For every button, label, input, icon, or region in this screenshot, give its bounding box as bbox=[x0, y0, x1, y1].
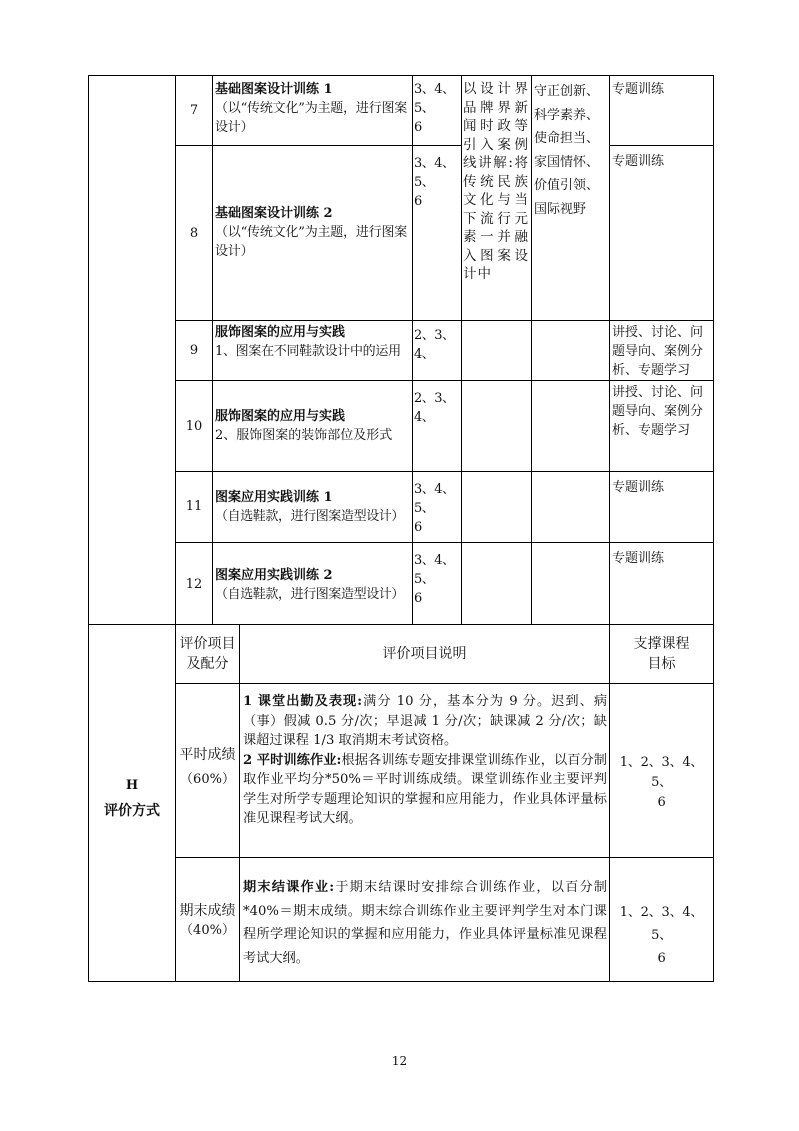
row-method: 专题训练 bbox=[612, 480, 665, 495]
row-description: 2、服饰图案的装饰部位及形式 bbox=[215, 428, 393, 443]
final-score-description bbox=[243, 876, 607, 970]
header-item: 评价项目 及配分 bbox=[179, 636, 236, 672]
row-description: （自选鞋款，进行图案造型设计） bbox=[215, 509, 405, 524]
ideology-case: 以设计界品牌界新闻时政等引入案例线讲解:将传统民族文化与当下流行元素一并融入图案设计中 bbox=[463, 81, 529, 282]
row-method: 讲授、讨论、问题导向、案例分析、专题学习 bbox=[612, 385, 704, 438]
final-score-support: 1、2、3、4、5、 6 bbox=[619, 905, 704, 966]
usual-score-label: 平时成绩 bbox=[179, 747, 236, 763]
row-title: 服饰图案的应用与实践 bbox=[215, 409, 346, 424]
row-title: 基础图案设计训练 1 bbox=[215, 82, 333, 97]
header-description: 评价项目说明 bbox=[382, 646, 467, 662]
row-number: 10 bbox=[185, 419, 203, 434]
row-method: 专题训练 bbox=[612, 154, 665, 169]
usual-score-description bbox=[243, 692, 607, 829]
usual-score-percent: （60%） bbox=[180, 772, 235, 787]
row-description: （自选鞋款，进行图案造型设计） bbox=[215, 587, 405, 602]
section-name: 评价方式 bbox=[104, 803, 160, 819]
row-goals: 3、4、5、 6 bbox=[414, 82, 455, 135]
row-number: 11 bbox=[185, 499, 203, 514]
attendance-heading: 1 课堂出勤及表现: bbox=[243, 694, 363, 709]
homework-heading: 2 平时训练作业: bbox=[243, 752, 342, 768]
row-goals: 3、4、5、 6 bbox=[414, 553, 455, 606]
row-number: 7 bbox=[189, 103, 199, 118]
ideology-points: 守正创新、 科学素养、 使命担当、 家国情怀、 价值引领、 国际视野 bbox=[534, 84, 600, 217]
row-title: 服饰图案的应用与实践 bbox=[215, 325, 346, 340]
row-title: 图案应用实践训练 1 bbox=[215, 490, 333, 505]
row-title: 基础图案设计训练 2 bbox=[215, 206, 333, 221]
row-number: 12 bbox=[185, 577, 203, 592]
row-goals: 2、3、4、 bbox=[414, 328, 455, 362]
row-method: 专题训练 bbox=[612, 551, 665, 566]
row-number: 9 bbox=[189, 343, 199, 358]
row-goals: 2、3、4、 bbox=[414, 391, 455, 425]
row-number: 8 bbox=[189, 226, 199, 241]
final-score-label: 期末成绩 bbox=[179, 903, 236, 919]
row-title: 图案应用实践训练 2 bbox=[215, 568, 333, 583]
row-description: （以“传统文化”为主题，进行图案设计） bbox=[215, 225, 408, 259]
row-method: 专题训练 bbox=[612, 82, 665, 97]
section-letter: H bbox=[125, 778, 139, 793]
attendance-text: 满分 10 分，基本分为 9 分。迟到、病（事）假减 0.5 分/次；早退减 1 分/次；缺课减 2 分/次；缺课超过课程 1/3 取消期末考试资格。 bbox=[243, 694, 608, 748]
row-goals: 3、4、5、 6 bbox=[414, 156, 455, 209]
usual-score-support: 1、2、3、4、5、 6 bbox=[619, 755, 704, 810]
final-score-percent: （40%） bbox=[180, 923, 235, 938]
header-support: 支撑课程 目标 bbox=[633, 636, 690, 672]
row-goals: 3、4、5、 6 bbox=[414, 482, 455, 535]
homework-text: 根据各训练专题安排课堂训练作业，以百分制取作业平均分*50%＝平时训练成绩。课堂训练作业主要评判学生对所学专题理论知识的掌握和应用能力，作业具体评量标准见课程考试大纲。 bbox=[243, 752, 607, 826]
final-assignment-text: 于期末结课时安排综合训练作业，以百分制*40%＝期末成绩。期末综合训练作业主要评判学生对本门课程所学理论知识的掌握和应用能力，作业具体评量标准见课程考试大纲。 bbox=[243, 880, 607, 966]
row-method: 讲授、讨论、问题导向、案例分析、专题学习 bbox=[612, 325, 704, 378]
final-assignment-heading: 期末结课作业: bbox=[243, 880, 335, 895]
page-number: 12 bbox=[391, 1054, 408, 1068]
row-description: 1、图案在不同鞋款设计中的运用 bbox=[215, 344, 401, 359]
row-description: （以“传统文化”为主题，进行图案设计） bbox=[215, 101, 408, 135]
